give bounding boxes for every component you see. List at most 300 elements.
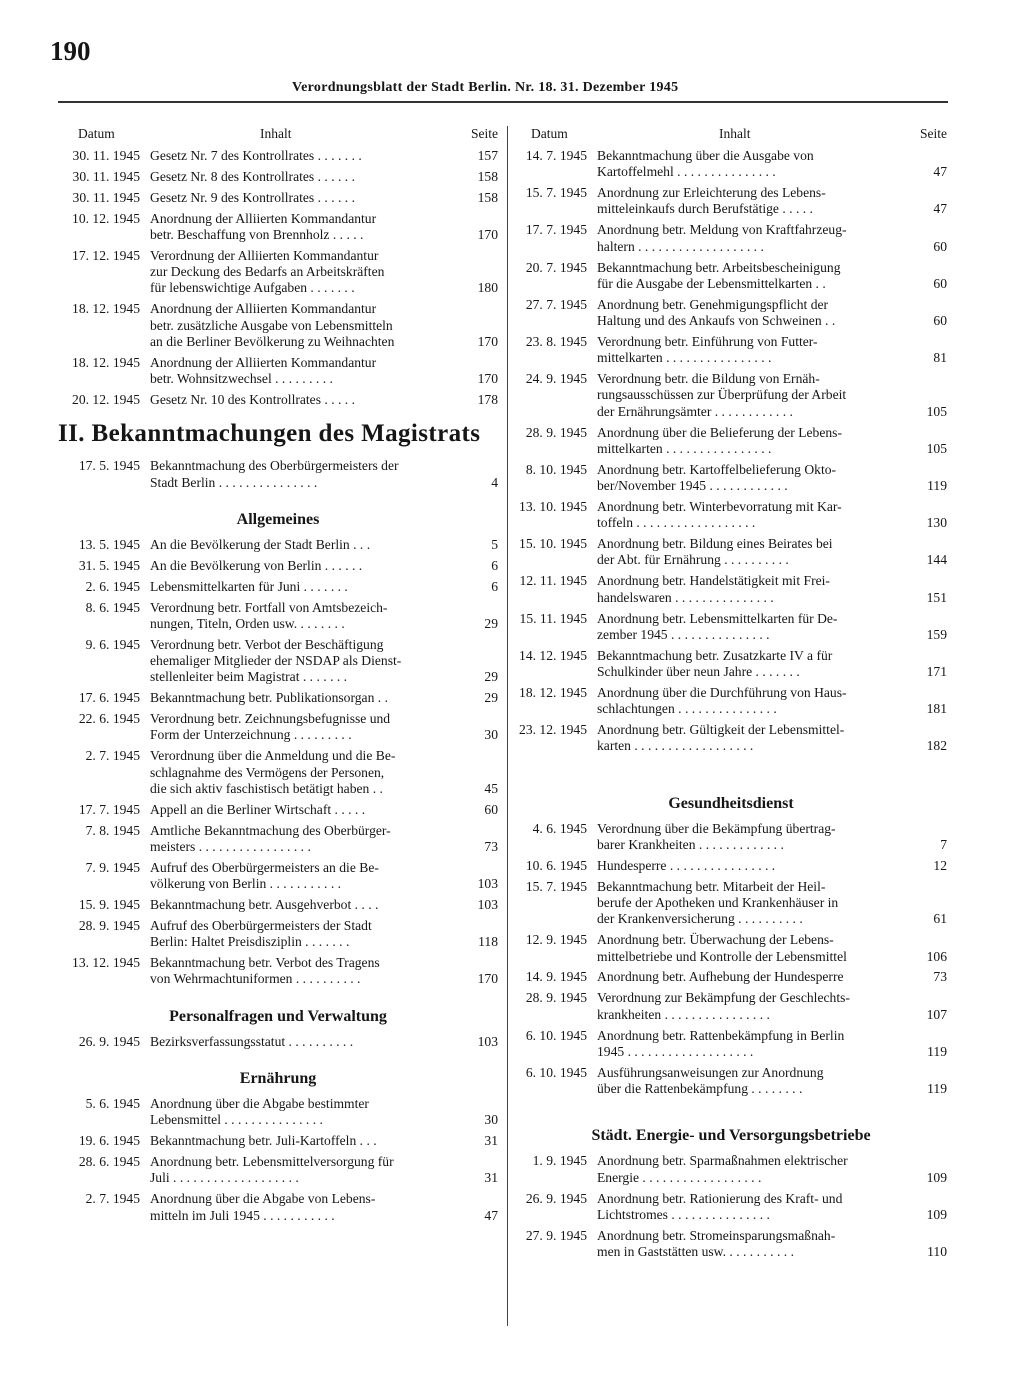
entry-page: 119 xyxy=(927,1043,947,1059)
entry-date: 17. 7. 1945 xyxy=(78,801,140,817)
entry-content xyxy=(597,462,947,495)
entry-content xyxy=(597,1065,947,1098)
header-title: Verordnungsblatt der Stadt Berlin. Nr. 18. 31. Dezember 1945 xyxy=(292,80,679,95)
entry-date: 19. 6. 1945 xyxy=(78,1133,140,1149)
entry-line: Juli . . . . . . . . . . . . . . . . . . . xyxy=(150,1170,299,1186)
toc-entry xyxy=(515,260,947,293)
entry-page: 170 xyxy=(477,371,498,387)
entry-line: Anordnung betr. Rattenbekämpfung in Berlin xyxy=(597,1027,845,1043)
entry-page: 158 xyxy=(477,189,498,205)
toc-entry xyxy=(515,499,947,532)
entry-content xyxy=(597,1028,947,1061)
entry-page: 103 xyxy=(477,897,498,913)
entry-page: 151 xyxy=(926,589,947,605)
entry-line: an die Berliner Bevölkerung zu Weihnachten xyxy=(150,333,395,349)
entry-date: 20. 12. 1945 xyxy=(72,392,140,408)
toc-entry xyxy=(58,823,498,856)
column-divider xyxy=(507,126,508,1326)
entry-page: 157 xyxy=(477,148,498,163)
entry-line: für lebenswichtige Aufgaben . . . . . . . xyxy=(150,280,355,296)
entry-date: 28. 9. 1945 xyxy=(525,990,587,1006)
entry-date: 17. 5. 1945 xyxy=(78,458,140,474)
entry-page: 181 xyxy=(926,701,947,717)
toc-entry xyxy=(515,536,947,569)
entry-page: 30 xyxy=(484,727,498,743)
heading-energie: Städt. Energie- und Versorgungsbetriebe xyxy=(591,1127,871,1145)
entry-content xyxy=(597,858,947,874)
entry-line: Verordnung der Alliierten Kommandantur xyxy=(150,247,379,263)
entry-date: 22. 6. 1945 xyxy=(78,711,140,727)
entry-line: Haltung und des Ankaufs von Schweinen . . xyxy=(597,313,836,329)
entry-date: 30. 11. 1945 xyxy=(72,148,140,163)
toc-entry xyxy=(515,148,947,181)
entry-page: 4 xyxy=(491,474,498,490)
entry-date: 15. 7. 1945 xyxy=(525,878,587,894)
entry-line: Anordnung betr. Lebensmittelversorgung für xyxy=(150,1154,394,1170)
toc-entry xyxy=(58,392,498,408)
toc-entry xyxy=(515,1065,947,1098)
heading-gesundheit: Gesundheitsdienst xyxy=(668,794,794,812)
entry-line: Anordnung betr. Handelstätigkeit mit Frei- xyxy=(597,573,830,589)
entry-page: 105 xyxy=(926,403,947,419)
toc-entry xyxy=(515,371,947,420)
entry-content xyxy=(597,990,947,1023)
entry-line: Bekanntmachung betr. Verbot des Tragens xyxy=(150,955,380,971)
entry-line: men in Gaststätten usw. . . . . . . . . . . xyxy=(597,1243,794,1259)
entry-content xyxy=(597,1153,947,1186)
column-header-page: Seite xyxy=(920,126,947,141)
toc-entry xyxy=(58,918,498,951)
entry-line: der Ernährungsämter . . . . . . . . . . . . xyxy=(597,403,793,419)
entry-page: 170 xyxy=(477,333,498,349)
entry-date: 6. 10. 1945 xyxy=(525,1064,587,1080)
entry-line: karten . . . . . . . . . . . . . . . . . . xyxy=(597,738,754,754)
entry-line: mittelkarten . . . . . . . . . . . . . . . . xyxy=(597,440,772,456)
entry-page: 6 xyxy=(491,578,498,594)
entry-line: für die Ausgabe der Lebensmittelkarten . . xyxy=(597,275,826,291)
entry-content xyxy=(150,190,498,206)
entry-date: 28. 9. 1945 xyxy=(78,917,140,933)
entry-content xyxy=(597,371,947,420)
entry-line: Lichtstromes . . . . . . . . . . . . . . . xyxy=(597,1206,770,1222)
entry-page: 130 xyxy=(926,515,947,531)
entry-content xyxy=(597,685,947,718)
toc-entry xyxy=(58,148,498,164)
entry-content xyxy=(150,955,498,988)
toc-entry xyxy=(58,579,498,595)
major-heading: II. Bekanntmachungen des Magistrats xyxy=(58,420,481,448)
entry-line: mitteln im Juli 1945 . . . . . . . . . . . xyxy=(150,1207,335,1223)
toc-entry xyxy=(515,462,947,495)
left-column-header xyxy=(58,126,498,144)
entry-date: 14. 9. 1945 xyxy=(525,969,587,985)
entry-line: krankheiten . . . . . . . . . . . . . . . . xyxy=(597,1006,770,1022)
section-gesundheit xyxy=(515,821,947,1098)
entry-date: 30. 11. 1945 xyxy=(72,168,140,184)
entry-line: Anordnung betr. Sparmaßnahmen elektrischer xyxy=(597,1153,848,1169)
entry-content xyxy=(150,823,498,856)
entry-line: Verordnung über die Bekämpfung übertrag- xyxy=(597,820,836,836)
entry-date: 12. 11. 1945 xyxy=(519,573,587,589)
entry-content xyxy=(597,222,947,255)
entry-content xyxy=(597,611,947,644)
entry-date: 30. 11. 1945 xyxy=(72,189,140,205)
entry-page: 182 xyxy=(926,738,947,754)
entry-page: 61 xyxy=(933,911,947,927)
entry-page: 29 xyxy=(484,615,498,631)
toc-entry xyxy=(515,573,947,606)
entry-date: 10. 6. 1945 xyxy=(525,857,587,873)
toc-entry xyxy=(515,932,947,965)
entry-page: 60 xyxy=(933,275,947,291)
entry-line: Hundesperre . . . . . . . . . . . . . . . . xyxy=(597,857,776,873)
entry-line: Aufruf des Oberbürgermeisters der Stadt xyxy=(150,917,372,933)
toc-entry xyxy=(515,1028,947,1061)
toc-entry xyxy=(58,1096,498,1129)
toc-entry xyxy=(58,1191,498,1224)
toc-entry xyxy=(515,334,947,367)
entry-content xyxy=(150,458,498,491)
entry-line: Anordnung über die Belieferung der Lebens- xyxy=(597,424,842,440)
entry-date: 18. 12. 1945 xyxy=(72,301,140,317)
entry-line: rungsausschüssen zur Überprüfung der Arbeit xyxy=(597,387,847,403)
entry-line: Ausführungsanweisungen zur Anordnung xyxy=(597,1064,824,1080)
entry-date: 13. 5. 1945 xyxy=(78,536,140,552)
entry-date: 28. 6. 1945 xyxy=(78,1154,140,1170)
entry-line: mittelbetriebe und Kontrolle der Lebensmittel xyxy=(597,948,847,964)
entry-line: völkerung von Berlin . . . . . . . . . . . xyxy=(150,876,342,892)
entry-line: Verordnung betr. Fortfall von Amtsbezeich- xyxy=(150,599,388,615)
entry-page: 106 xyxy=(926,948,947,964)
toc-entry xyxy=(58,169,498,185)
entry-page: 107 xyxy=(926,1006,947,1022)
entry-date: 13. 10. 1945 xyxy=(519,498,587,514)
entry-line: Schulkinder über neun Jahre . . . . . . . xyxy=(597,664,800,680)
entry-line: Anordnung der Alliierten Kommandantur xyxy=(150,354,377,370)
heading-ernaehrung: Ernährung xyxy=(239,1070,317,1088)
entry-content xyxy=(597,185,947,218)
entry-line: Lebensmittel . . . . . . . . . . . . . . . xyxy=(150,1112,323,1128)
entry-content xyxy=(150,1191,498,1224)
entry-line: über die Rattenbekämpfung . . . . . . . . xyxy=(597,1081,803,1097)
toc-entry xyxy=(58,190,498,206)
entry-line: Bekanntmachung betr. Juli-Kartoffeln . . . xyxy=(150,1133,377,1149)
entry-page: 60 xyxy=(484,801,498,817)
entry-content xyxy=(597,969,947,985)
entry-line: Berlin: Haltet Preisdisziplin . . . . . . . xyxy=(150,934,350,950)
entry-page: 158 xyxy=(477,168,498,184)
entry-line: zur Deckung des Bedarfs an Arbeitskräften xyxy=(150,264,385,280)
entry-line: der Krankenversicherung . . . . . . . . . . xyxy=(597,911,803,927)
entry-content xyxy=(150,355,498,388)
toc-entry xyxy=(515,648,947,681)
entry-line: mitteleinkaufs durch Berufstätige . . . . . xyxy=(597,201,813,217)
entry-content xyxy=(597,536,947,569)
entry-page: 12 xyxy=(933,857,947,873)
entry-line: Bekanntmachung betr. Zusatzkarte IV a für xyxy=(597,647,833,663)
toc-entry xyxy=(58,248,498,297)
toc-entry xyxy=(58,897,498,913)
entry-line: betr. Wohnsitzwechsel . . . . . . . . . xyxy=(150,371,333,387)
entry-date: 27. 9. 1945 xyxy=(525,1227,587,1243)
entry-line: Bekanntmachung betr. Mitarbeit der Heil- xyxy=(597,878,826,894)
toc-entry xyxy=(58,458,498,491)
entry-date: 2. 7. 1945 xyxy=(85,748,140,764)
section-ernaehrung xyxy=(58,1096,498,1224)
entry-page: 5 xyxy=(491,536,498,552)
entry-content xyxy=(150,860,498,893)
entry-date: 7. 8. 1945 xyxy=(85,822,140,838)
entry-line: Verordnung betr. Zeichnungsbefugnisse und xyxy=(150,711,391,727)
entry-content xyxy=(597,821,947,854)
entry-content xyxy=(150,211,498,244)
entry-page: 29 xyxy=(484,669,498,685)
header-rule xyxy=(58,101,948,103)
right-column xyxy=(515,126,947,1265)
column-header-page: Seite xyxy=(471,126,498,141)
entry-page: 31 xyxy=(484,1170,498,1186)
toc-entry xyxy=(58,802,498,818)
toc-entry xyxy=(58,860,498,893)
entry-date: 15. 11. 1945 xyxy=(519,610,587,626)
toc-entry xyxy=(515,685,947,718)
entry-content xyxy=(150,301,498,350)
entry-page: 60 xyxy=(933,238,947,254)
toc-entry xyxy=(515,611,947,644)
entry-page: 60 xyxy=(933,313,947,329)
entry-page: 47 xyxy=(484,1207,498,1223)
entry-date: 8. 10. 1945 xyxy=(525,461,587,477)
entry-line: Form der Unterzeichnung . . . . . . . . . xyxy=(150,727,352,743)
entry-date: 20. 7. 1945 xyxy=(525,259,587,275)
entry-line: Amtliche Bekanntmachung des Oberbürger- xyxy=(150,822,391,838)
entry-page: 30 xyxy=(484,1112,498,1128)
heading-personal: Personalfragen und Verwaltung xyxy=(169,1007,387,1025)
column-header-date: Datum xyxy=(78,126,115,141)
entry-date: 24. 9. 1945 xyxy=(525,371,587,387)
entry-content xyxy=(150,1154,498,1187)
entry-page: 170 xyxy=(477,226,498,242)
entry-content xyxy=(150,558,498,574)
entry-content xyxy=(597,499,947,532)
entry-date: 26. 9. 1945 xyxy=(78,1033,140,1049)
entry-page: 6 xyxy=(491,557,498,573)
entry-line: Bekanntmachung über die Ausgabe von xyxy=(597,148,814,163)
entry-line: An die Bevölkerung der Stadt Berlin . . . xyxy=(150,536,371,552)
toc-entry xyxy=(515,722,947,755)
entry-line: Gesetz Nr. 9 des Kontrollrates . . . . . . xyxy=(150,189,355,205)
entry-line: Verordnung betr. Verbot der Beschäftigung xyxy=(150,636,384,652)
entry-line: Anordnung der Alliierten Kommandantur xyxy=(150,301,377,317)
section-top-left xyxy=(58,148,498,408)
entry-line: stellenleiter beim Magistrat . . . . . . . xyxy=(150,669,348,685)
entry-content xyxy=(597,932,947,965)
toc-entry xyxy=(515,969,947,985)
entry-date: 6. 10. 1945 xyxy=(525,1027,587,1043)
entry-line: Verordnung über die Anmeldung und die Be- xyxy=(150,748,396,764)
entry-line: Anordnung betr. Stromeinsparungsmaßnah- xyxy=(597,1227,836,1243)
entry-page: 47 xyxy=(933,201,947,217)
entry-line: Lebensmittelkarten für Juni . . . . . . . xyxy=(150,578,348,594)
entry-page: 29 xyxy=(484,690,498,706)
section-top-right xyxy=(515,148,947,755)
entry-line: haltern . . . . . . . . . . . . . . . . . . . xyxy=(597,238,764,254)
entry-content xyxy=(150,637,498,686)
entry-page: 47 xyxy=(933,164,947,180)
section-allgemeines xyxy=(58,537,498,988)
toc-entry xyxy=(58,748,498,797)
toc-entry xyxy=(58,301,498,350)
entry-content xyxy=(597,722,947,755)
toc-entry xyxy=(58,211,498,244)
entry-line: Bekanntmachung betr. Ausgehverbot . . . . xyxy=(150,897,379,913)
entry-page: 171 xyxy=(926,664,947,680)
entry-line: ehemaliger Mitglieder der NSDAP als Dienst- xyxy=(150,653,402,669)
entry-line: Anordnung über die Abgabe bestimmter xyxy=(150,1096,369,1112)
entry-line: betr. Beschaffung von Brennholz . . . . . xyxy=(150,226,364,242)
entry-content xyxy=(150,600,498,633)
entry-page: 118 xyxy=(478,934,498,950)
entry-line: An die Bevölkerung von Berlin . . . . . . xyxy=(150,557,363,573)
entry-date: 7. 9. 1945 xyxy=(85,859,140,875)
entry-content xyxy=(597,148,947,181)
entry-content xyxy=(150,897,498,913)
entry-content xyxy=(597,334,947,367)
entry-line: Anordnung betr. Rationierung des Kraft- und xyxy=(597,1190,843,1206)
entry-content xyxy=(597,260,947,293)
entry-line: 1945 . . . . . . . . . . . . . . . . . . . xyxy=(597,1043,754,1059)
toc-entry xyxy=(58,355,498,388)
entry-page: 103 xyxy=(477,1033,498,1049)
entry-date: 23. 12. 1945 xyxy=(519,722,587,738)
entry-page: 109 xyxy=(926,1206,947,1222)
entry-page: 45 xyxy=(484,780,498,796)
toc-entry xyxy=(515,297,947,330)
toc-entry xyxy=(58,537,498,553)
entry-line: Stadt Berlin . . . . . . . . . . . . . . . xyxy=(150,474,318,490)
entry-line: Verordnung betr. Einführung von Futter- xyxy=(597,333,818,349)
entry-content xyxy=(150,392,498,408)
entry-page: 7 xyxy=(940,837,947,852)
entry-line: Anordnung betr. Winterbevorratung mit Kar- xyxy=(597,498,842,514)
entry-date: 10. 12. 1945 xyxy=(72,210,140,226)
entry-date: 1. 9. 1945 xyxy=(532,1153,587,1169)
entry-page: 73 xyxy=(484,839,498,854)
entry-line: Bekanntmachung betr. Arbeitsbescheinigung xyxy=(597,259,841,275)
entry-date: 12. 9. 1945 xyxy=(525,932,587,948)
toc-entry xyxy=(515,990,947,1023)
entry-content xyxy=(597,648,947,681)
entry-date: 13. 12. 1945 xyxy=(72,955,140,971)
entry-line: handelswaren . . . . . . . . . . . . . . . xyxy=(597,589,774,605)
entry-line: Anordnung betr. Lebensmittelkarten für De- xyxy=(597,610,838,626)
section-magistrat xyxy=(58,458,498,491)
entry-line: barer Krankheiten . . . . . . . . . . . . . xyxy=(597,837,784,852)
entry-content xyxy=(150,579,498,595)
entry-page: 119 xyxy=(927,478,947,494)
entry-line: Anordnung betr. Gültigkeit der Lebensmittel- xyxy=(597,722,845,738)
entry-line: schlagnahme des Vermögens der Personen, xyxy=(150,764,385,780)
entry-page: 170 xyxy=(477,971,498,987)
toc-entry xyxy=(58,1133,498,1149)
toc-entry xyxy=(515,821,947,854)
entry-content xyxy=(150,711,498,744)
entry-line: Gesetz Nr. 7 des Kontrollrates . . . . . . . xyxy=(150,148,362,163)
entry-page: 144 xyxy=(926,552,947,568)
entry-date: 14. 7. 1945 xyxy=(525,148,587,163)
entry-content xyxy=(150,918,498,951)
heading-allgemeines: Allgemeines xyxy=(236,510,320,528)
column-header-date: Datum xyxy=(531,126,568,141)
entry-content xyxy=(150,537,498,553)
entry-line: Bezirksverfassungsstatut . . . . . . . . . . xyxy=(150,1033,354,1049)
toc-entry xyxy=(515,425,947,458)
entry-line: Anordnung zur Erleichterung des Lebens- xyxy=(597,185,826,201)
section-energie xyxy=(515,1153,947,1260)
entry-line: Gesetz Nr. 8 des Kontrollrates . . . . . . xyxy=(150,168,355,184)
entry-date: 18. 12. 1945 xyxy=(72,354,140,370)
entry-line: meisters . . . . . . . . . . . . . . . . . xyxy=(150,839,311,854)
entry-date: 9. 6. 1945 xyxy=(85,636,140,652)
entry-date: 14. 12. 1945 xyxy=(519,647,587,663)
entry-line: nungen, Titeln, Orden usw. . . . . . . . xyxy=(150,615,345,631)
toc-entry xyxy=(58,1034,498,1050)
entry-date: 17. 12. 1945 xyxy=(72,247,140,263)
toc-entry xyxy=(515,879,947,928)
right-column-header xyxy=(515,126,947,144)
toc-entry xyxy=(515,858,947,874)
entry-page: 180 xyxy=(477,280,498,296)
entry-date: 31. 5. 1945 xyxy=(78,557,140,573)
entry-content xyxy=(150,802,498,818)
entry-line: schlachtungen . . . . . . . . . . . . . . . xyxy=(597,701,777,717)
entry-page: 159 xyxy=(926,626,947,642)
entry-line: Energie . . . . . . . . . . . . . . . . . . xyxy=(597,1169,762,1185)
entry-content xyxy=(150,1133,498,1149)
entry-page: 109 xyxy=(926,1169,947,1185)
toc-entry xyxy=(58,558,498,574)
entry-date: 17. 7. 1945 xyxy=(525,222,587,238)
entry-line: mittelkarten . . . . . . . . . . . . . . . . xyxy=(597,350,772,366)
entry-content xyxy=(150,148,498,164)
entry-line: berufe der Apotheken und Krankenhäuser in xyxy=(597,895,839,911)
entry-line: Appell an die Berliner Wirtschaft . . . . . xyxy=(150,801,366,817)
entry-line: zember 1945 . . . . . . . . . . . . . . . xyxy=(597,626,770,642)
entry-line: Verordnung betr. die Bildung von Ernäh- xyxy=(597,371,820,387)
entry-line: von Wehrmachtuniformen . . . . . . . . . . xyxy=(150,971,361,987)
entry-line: Anordnung betr. Aufhebung der Hundesperre xyxy=(597,969,844,985)
entry-line: Anordnung betr. Genehmigungspflicht der xyxy=(597,296,829,312)
entry-line: toffeln . . . . . . . . . . . . . . . . . . xyxy=(597,515,756,531)
entry-line: Anordnung über die Durchführung von Haus- xyxy=(597,684,847,700)
entry-date: 28. 9. 1945 xyxy=(525,424,587,440)
entry-line: Anordnung der Alliierten Kommandantur xyxy=(150,210,377,226)
column-header-content: Inhalt xyxy=(719,126,751,141)
entry-page: 73 xyxy=(933,969,947,985)
entry-date: 5. 6. 1945 xyxy=(85,1096,140,1112)
entry-date: 27. 7. 1945 xyxy=(525,296,587,312)
entry-date: 2. 7. 1945 xyxy=(85,1191,140,1207)
page-number: 190 xyxy=(50,36,91,66)
entry-content xyxy=(597,1228,947,1261)
entry-content xyxy=(150,1034,498,1050)
entry-date: 2. 6. 1945 xyxy=(85,578,140,594)
entry-line: Anordnung betr. Bildung eines Beirates bei xyxy=(597,536,833,552)
toc-entry xyxy=(515,1153,947,1186)
entry-date: 8. 6. 1945 xyxy=(85,599,140,615)
entry-content xyxy=(150,690,498,706)
section-personal xyxy=(58,1034,498,1050)
